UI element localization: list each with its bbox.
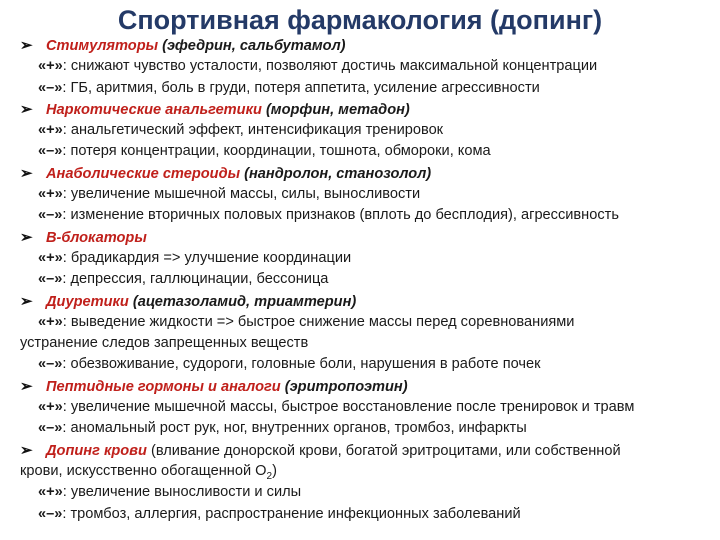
minus-text: : аномальный рост рук, ног, внутренних органов, тромбоз, инфаркты	[62, 420, 527, 437]
minus-text: : депрессия, галлюцинации, бессоница	[62, 271, 329, 288]
minus-label: «–»	[38, 271, 63, 288]
slide-title: Спортивная фармакология (допинг)	[117, 5, 603, 35]
section-header	[0, 440, 720, 461]
category-name: B-блокаторы	[46, 229, 147, 246]
category-examples: (нандролон, станозолол)	[240, 165, 432, 182]
category-name: Анаболические стероиды	[46, 165, 241, 182]
effect-minus	[0, 504, 720, 525]
doping-list	[0, 35, 720, 525]
examples-cont-text: крови, искусственно обогащенной O	[20, 462, 267, 479]
effect-plus	[0, 248, 720, 269]
section-header	[0, 291, 720, 312]
arrow-bullet-icon: ➢	[20, 228, 33, 246]
plus-text: : увеличение выносливости и силы	[62, 484, 302, 501]
section-header	[0, 376, 720, 397]
examples-end: )	[272, 462, 277, 479]
category-examples: (эфедрин, сальбутамол)	[158, 38, 346, 54]
subscript-2: 2	[266, 470, 273, 482]
examples-continuation	[0, 461, 720, 482]
plus-label: «+»	[38, 399, 63, 416]
plus-text: : снижают чувство усталости, позволяют достичь максимальной концентрации	[62, 58, 598, 75]
category-name: Пептидные гормоны и аналоги	[46, 378, 281, 395]
plus-label: «+»	[38, 122, 63, 139]
effect-plus	[0, 312, 720, 333]
category-name: Допинг крови	[46, 442, 147, 459]
effect-plus-continuation: устранение следов запрещенных веществ	[20, 335, 309, 352]
category-name: Наркотические анальгетики	[46, 101, 262, 118]
plus-text: : анальгетический эффект, интенсификация тренировок	[62, 122, 444, 139]
section-header	[0, 35, 720, 56]
minus-text: : ГБ, аритмия, боль в груди, потеря аппетита, усиление агрессивности	[62, 79, 540, 96]
arrow-bullet-icon: ➢	[20, 100, 33, 118]
arrow-bullet-icon: ➢	[20, 292, 33, 310]
plus-text: : увеличение мышечной массы, быстрое восстановление после тренировок и травм	[62, 399, 635, 416]
minus-label: «–»	[38, 356, 63, 373]
minus-label: «–»	[38, 143, 63, 160]
effect-plus	[0, 397, 720, 418]
plus-text: : выведение жидкости => быстрое снижение массы перед соревнованиями	[62, 313, 575, 330]
category-name: Стимуляторы	[46, 38, 159, 54]
arrow-bullet-icon: ➢	[20, 377, 33, 395]
effect-minus	[0, 78, 720, 99]
minus-label: «–»	[38, 505, 63, 522]
minus-label: «–»	[38, 420, 63, 437]
category-examples: (ацетазоламид, триамтерин)	[128, 293, 357, 310]
effect-minus	[0, 269, 720, 290]
arrow-bullet-icon: ➢	[20, 164, 33, 182]
category-examples: (вливание донорской крови, богатой эритроцитами, или собственной	[146, 442, 621, 459]
category-name: Диуретики	[46, 293, 129, 310]
section-header	[0, 99, 720, 120]
minus-text: : изменение вторичных половых признаков (вплоть до бесплодия), агрессивность	[62, 207, 619, 224]
effect-minus	[0, 354, 720, 375]
minus-text: : потеря концентрации, координации, тошнота, обмороки, кома	[62, 143, 491, 160]
effect-minus	[0, 418, 720, 439]
plus-text: : увеличение мышечной массы, силы, выносливости	[62, 186, 421, 203]
plus-label: «+»	[38, 484, 63, 501]
effect-minus	[0, 205, 720, 226]
plus-label: «+»	[38, 186, 63, 203]
category-examples: (эритропоэтин)	[280, 378, 408, 395]
plus-label: «+»	[38, 58, 63, 75]
arrow-bullet-icon: ➢	[20, 37, 33, 54]
effect-plus	[0, 184, 720, 205]
minus-label: «–»	[38, 79, 63, 96]
plus-label: «+»	[38, 249, 63, 266]
plus-label: «+»	[38, 313, 63, 330]
category-examples: (морфин, метадон)	[261, 101, 410, 118]
arrow-bullet-icon: ➢	[20, 441, 33, 459]
minus-label: «–»	[38, 207, 63, 224]
section-header	[0, 163, 720, 184]
section-header	[0, 227, 720, 248]
effect-plus	[0, 482, 720, 503]
effect-plus	[0, 120, 720, 141]
effect-minus	[0, 141, 720, 162]
minus-text: : обезвоживание, судороги, головные боли, нарушения в работе почек	[62, 356, 541, 373]
minus-text: : тромбоз, аллергия, распространение инфекционных заболеваний	[62, 505, 521, 522]
effect-plus	[0, 56, 720, 77]
plus-text: : брадикардия => улучшение координации	[62, 249, 352, 266]
